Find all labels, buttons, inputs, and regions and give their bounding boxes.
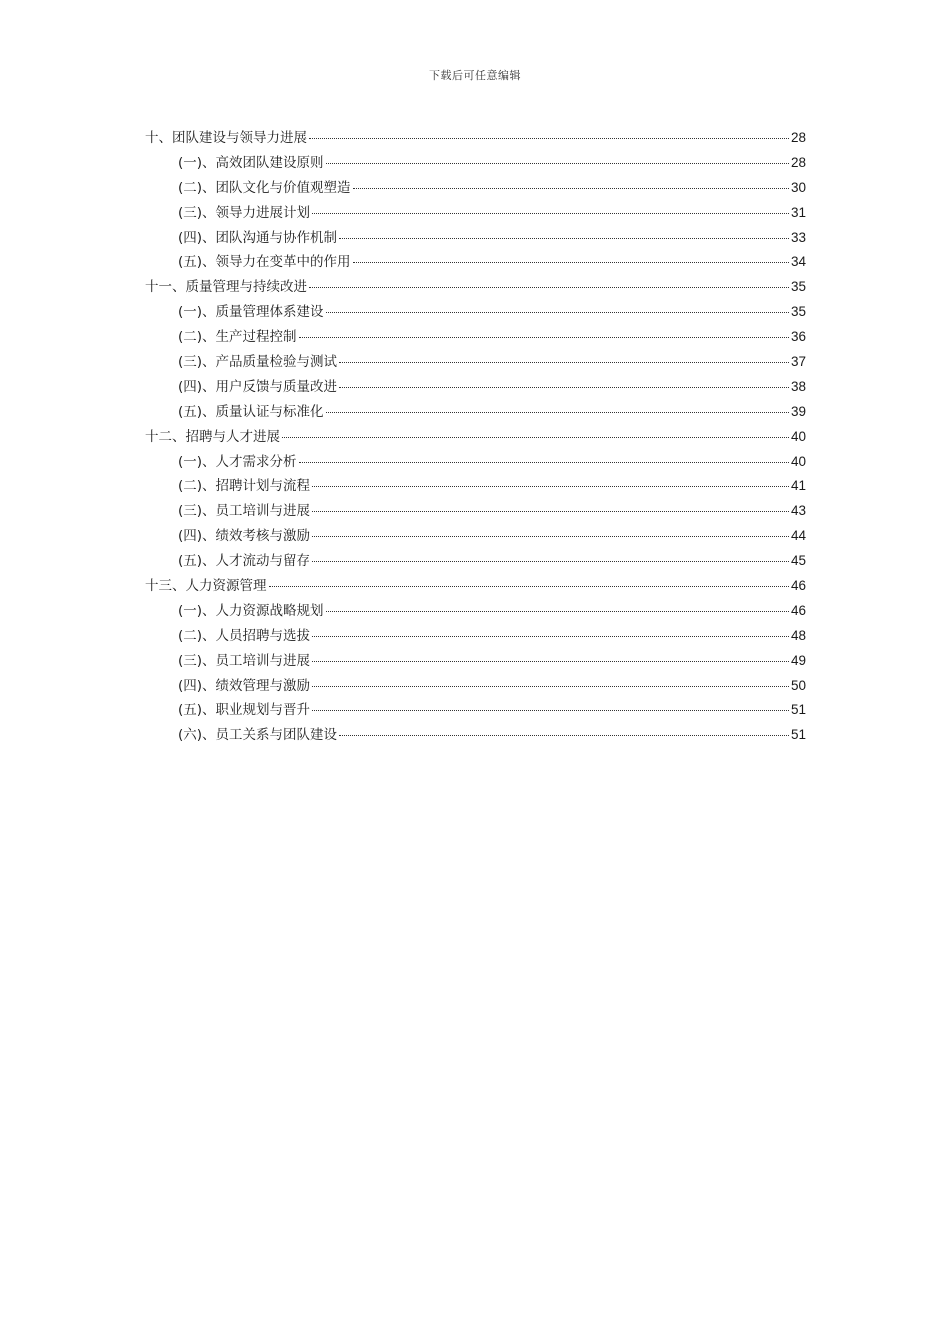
toc-entry-title: (四)、绩效考核与激励 xyxy=(178,528,311,545)
toc-entry-title: 十、团队建设与领导力进展 xyxy=(145,130,307,146)
toc-dot-leader xyxy=(312,511,789,512)
toc-section-entry[interactable] xyxy=(145,725,806,750)
toc-entry-title: (五)、领导力在变革中的作用 xyxy=(178,254,351,271)
toc-page-number: 30 xyxy=(790,179,806,195)
toc-entry-title: (一)、质量管理体系建设 xyxy=(178,304,324,321)
toc-chapter-entry[interactable] xyxy=(145,277,806,302)
toc-dot-leader xyxy=(339,735,789,736)
toc-dot-leader xyxy=(309,138,789,139)
toc-entry-title: (三)、产品质量检验与测试 xyxy=(178,354,338,371)
toc-entry-title: (五)、职业规划与晋升 xyxy=(178,702,311,719)
toc-section-entry[interactable] xyxy=(145,476,806,501)
toc-section-entry[interactable] xyxy=(145,601,806,626)
toc-page-number: 37 xyxy=(790,354,806,370)
toc-section-entry[interactable] xyxy=(145,626,806,651)
toc-chapter-entry[interactable] xyxy=(145,576,806,601)
toc-page-number: 40 xyxy=(790,453,806,469)
toc-page-number: 44 xyxy=(790,528,806,544)
toc-section-entry[interactable] xyxy=(145,501,806,526)
toc-entry-title: (四)、团队沟通与协作机制 xyxy=(178,229,338,246)
toc-entry-title: (四)、绩效管理与激励 xyxy=(178,677,311,694)
toc-entry-title: 十一、质量管理与持续改进 xyxy=(145,279,307,296)
toc-page-number: 43 xyxy=(790,503,806,519)
toc-entry-title: (四)、用户反馈与质量改进 xyxy=(178,378,338,395)
toc-page-number: 36 xyxy=(790,329,806,345)
toc-page-number: 46 xyxy=(790,578,806,594)
toc-dot-leader xyxy=(312,661,789,662)
toc-page-number: 48 xyxy=(790,627,806,643)
toc-page-number: 31 xyxy=(790,204,806,220)
toc-entry-title: (六)、员工关系与团队建设 xyxy=(178,727,338,744)
toc-page-number: 45 xyxy=(790,553,806,569)
toc-section-entry[interactable] xyxy=(145,551,806,576)
toc-entry-title: (二)、招聘计划与流程 xyxy=(178,478,311,495)
toc-dot-leader xyxy=(339,238,789,239)
toc-section-entry[interactable] xyxy=(145,676,806,701)
toc-entry-title: (一)、人才需求分析 xyxy=(178,453,297,470)
toc-entry-title: (二)、生产过程控制 xyxy=(178,329,297,346)
toc-dot-leader xyxy=(353,262,789,263)
toc-page-number: 35 xyxy=(790,304,806,320)
toc-section-entry[interactable] xyxy=(145,178,806,203)
toc-entry-title: (三)、领导力进展计划 xyxy=(178,204,311,221)
toc-section-entry[interactable] xyxy=(145,203,806,228)
toc-entry-title: 十二、招聘与人才进展 xyxy=(145,428,280,445)
toc-section-entry[interactable] xyxy=(145,252,806,277)
toc-page-number: 51 xyxy=(790,702,806,718)
toc-section-entry[interactable] xyxy=(145,228,806,253)
toc-page-number: 39 xyxy=(790,403,806,419)
toc-dot-leader xyxy=(326,412,789,413)
toc-dot-leader xyxy=(312,213,789,214)
toc-page-number: 40 xyxy=(790,428,806,444)
toc-entry-title: (二)、人员招聘与选拔 xyxy=(178,627,311,644)
toc-dot-leader xyxy=(269,586,789,587)
toc-entry-title: (三)、员工培训与进展 xyxy=(178,503,311,520)
toc-section-entry[interactable] xyxy=(145,377,806,402)
toc-page-number: 51 xyxy=(790,727,806,743)
toc-entry-title: (一)、高效团队建设原则 xyxy=(178,154,324,171)
toc-section-entry[interactable] xyxy=(145,302,806,327)
toc-entry-title: (二)、团队文化与价值观塑造 xyxy=(178,179,351,196)
toc-entry-title: (一)、人力资源战略规划 xyxy=(178,602,324,619)
toc-page-number: 28 xyxy=(790,130,806,145)
toc-dot-leader xyxy=(312,561,789,562)
toc-dot-leader xyxy=(312,536,789,537)
toc-entry-title: 十三、人力资源管理 xyxy=(145,578,267,595)
toc-dot-leader xyxy=(339,387,789,388)
toc-page-number: 35 xyxy=(790,279,806,295)
toc-page-number: 33 xyxy=(790,229,806,245)
toc-dot-leader xyxy=(326,312,789,313)
toc-dot-leader xyxy=(282,437,789,438)
toc-page-number: 28 xyxy=(790,154,806,170)
toc-section-entry[interactable] xyxy=(145,327,806,352)
toc-chapter-entry[interactable] xyxy=(145,427,806,452)
toc-dot-leader xyxy=(312,486,789,487)
toc-entry-title: (三)、员工培训与进展 xyxy=(178,652,311,669)
toc-dot-leader xyxy=(312,710,789,711)
toc-page-number: 49 xyxy=(790,652,806,668)
toc-section-entry[interactable] xyxy=(145,700,806,725)
toc-dot-leader xyxy=(299,462,789,463)
toc-dot-leader xyxy=(312,686,789,687)
toc-entry-title: (五)、人才流动与留存 xyxy=(178,553,311,570)
toc-entry-title: (五)、质量认证与标准化 xyxy=(178,403,324,420)
toc-section-entry[interactable] xyxy=(145,402,806,427)
toc-page-number: 34 xyxy=(790,254,806,270)
toc-section-entry[interactable] xyxy=(145,651,806,676)
toc-dot-leader xyxy=(339,362,789,363)
toc-dot-leader xyxy=(299,337,789,338)
toc-dot-leader xyxy=(326,163,789,164)
toc-dot-leader xyxy=(353,188,789,189)
toc-page-number: 50 xyxy=(790,677,806,693)
page-header: 下载后可任意编辑 xyxy=(429,69,521,82)
toc-section-entry[interactable] xyxy=(145,452,806,477)
table-of-contents xyxy=(145,128,806,750)
toc-section-entry[interactable] xyxy=(145,153,806,178)
toc-page-number: 41 xyxy=(790,478,806,494)
toc-page-number: 38 xyxy=(790,378,806,394)
toc-chapter-entry[interactable] xyxy=(145,128,806,153)
toc-dot-leader xyxy=(312,636,789,637)
toc-page-number: 46 xyxy=(790,602,806,618)
toc-dot-leader xyxy=(326,611,789,612)
toc-dot-leader xyxy=(309,287,789,288)
toc-section-entry[interactable] xyxy=(145,526,806,551)
toc-section-entry[interactable] xyxy=(145,352,806,377)
